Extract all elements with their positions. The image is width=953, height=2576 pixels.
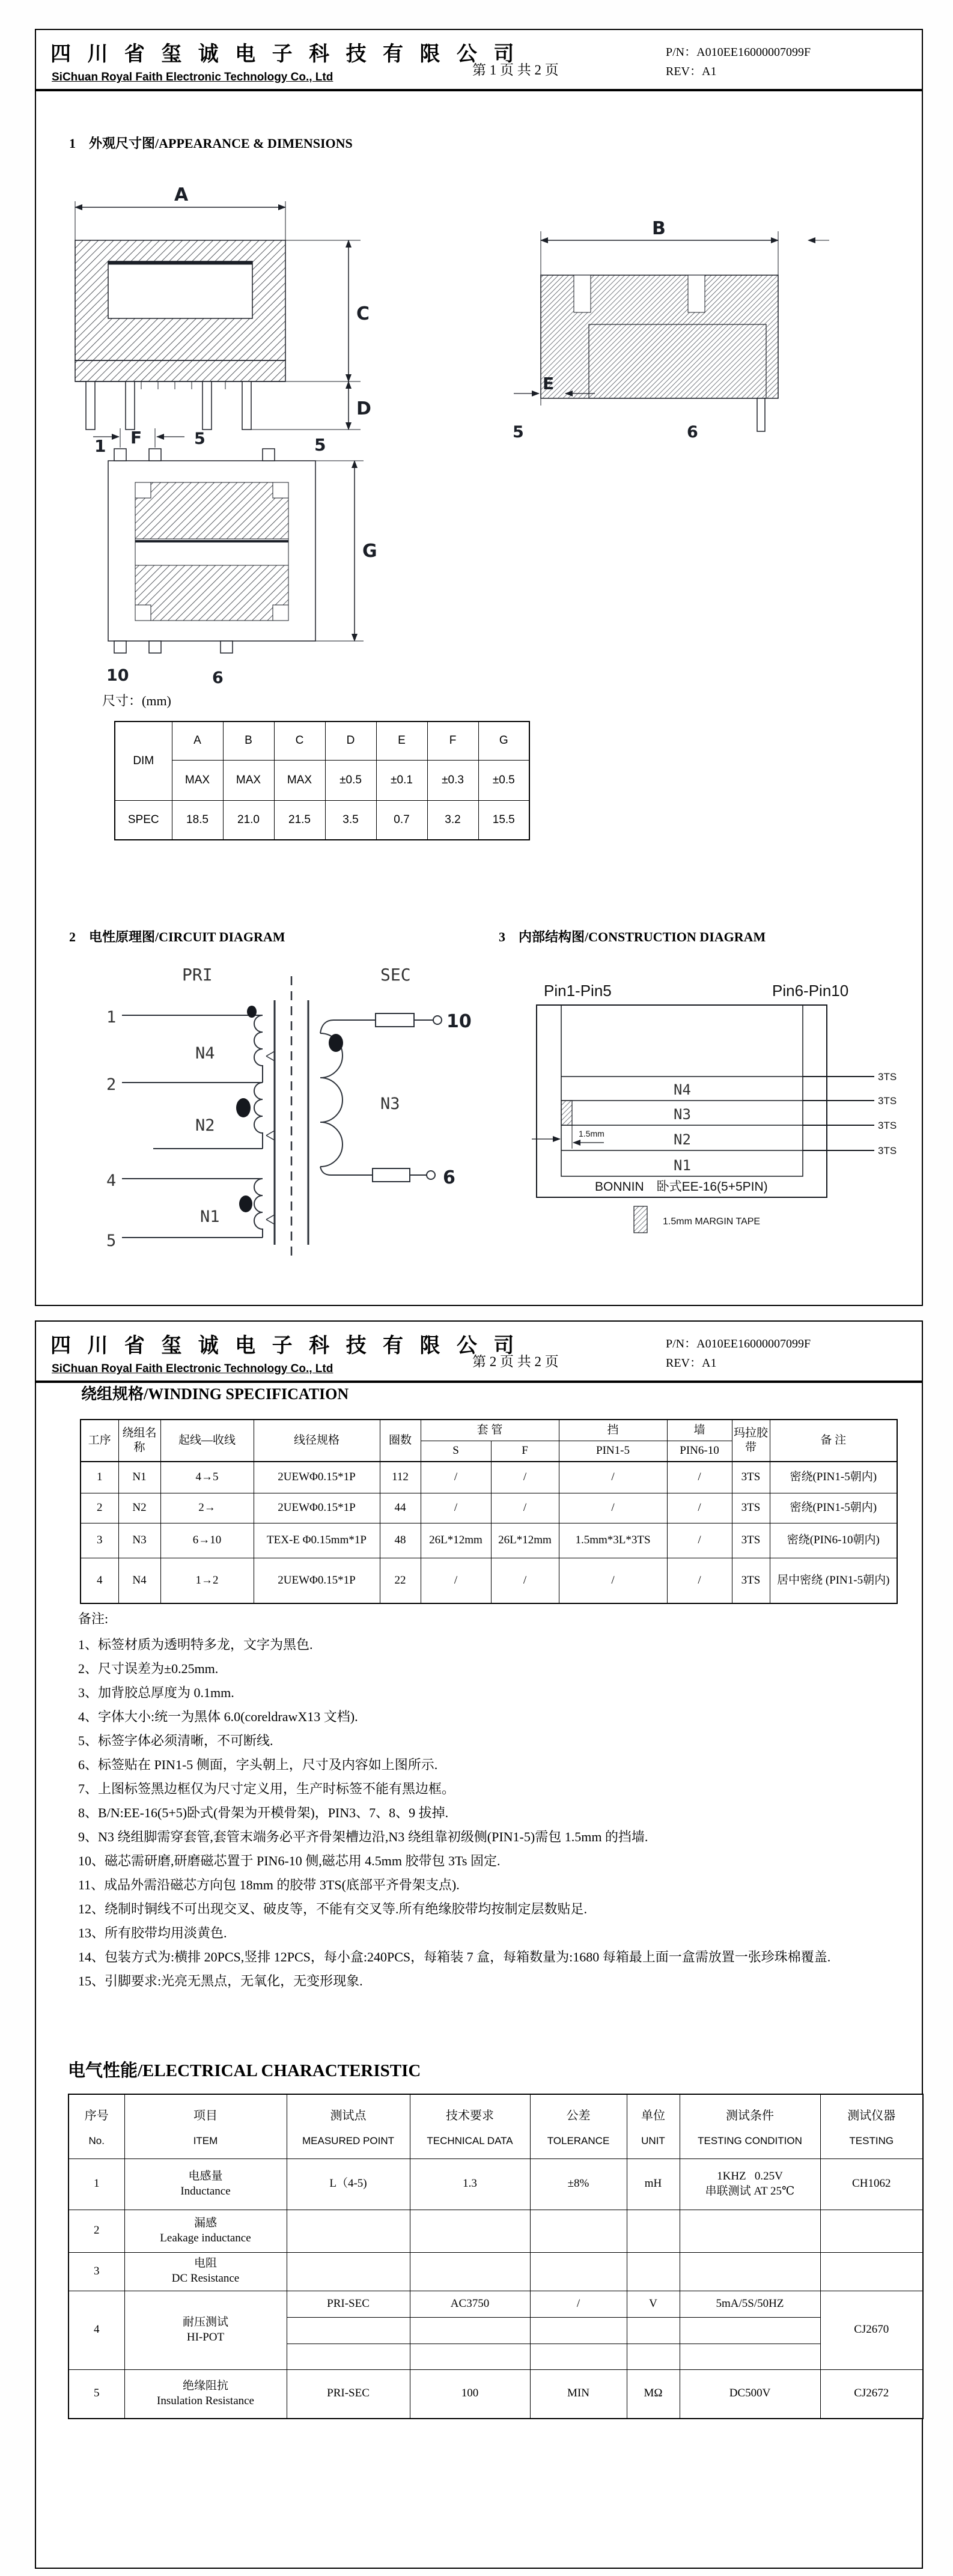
w-r2-pin15: / [559,1493,667,1523]
circuit-diagram [51,955,472,1259]
dimensions-table [114,721,530,840]
wh-s: S [421,1441,491,1462]
note-2: 2、尺寸误差为±0.25mm. [78,1661,219,1676]
empty-cell [680,2210,820,2252]
construction-pin6-10-label: Pin6-Pin10 [772,982,849,1000]
w-r2-remark: 密绕(PIN1-5朝内) [770,1493,897,1523]
eh-cond [680,2094,820,2158]
w-r1-startend: 4→5 [160,1462,254,1493]
e-r5-inst: CJ2672 [820,2369,923,2419]
e-r1-cond1: 1KHZ 0.25V [717,2169,783,2183]
circuit-pin2: 2 [106,1075,117,1094]
dims-tol-d: ±0.5 [325,760,376,800]
circuit-n4: N4 [195,1044,215,1063]
note-12: 12、绕制时铜线不可出现交叉、破皮等，不能有交叉等.所有绝缘胶带均按制定层数贴足. [78,1901,588,1916]
e-r5-tol: MIN [530,2369,627,2419]
wh-block: 挡 [559,1420,667,1441]
layer-n1: N1 [674,1157,691,1174]
page1-header [36,30,922,91]
part-number: P/N：A010EE16000007099F [666,1337,811,1350]
circuit-n3: N3 [380,1095,400,1113]
eh-data [410,2094,530,2158]
empty-cell [627,2344,680,2369]
e-r1-item [124,2158,287,2210]
dims-col-a: A [172,721,223,760]
circuit-pin4: 4 [106,1171,117,1190]
e-r2-no: 2 [69,2210,124,2252]
polarity-dots [236,1006,343,1212]
dims-tol-b: MAX [223,760,274,800]
revision: REV：A1 [666,1356,717,1370]
w-r2-no: 2 [81,1493,118,1523]
construction-lines [532,1005,874,1233]
e-r1-tol: ±8% [530,2158,627,2210]
dim-f-label: F [130,428,142,448]
eh-data-cn: 技术要求 [446,2109,494,2123]
tape-3ts-2: 3TS [878,1095,897,1107]
eh-inst-en: TESTING [849,2135,894,2147]
dims-spec-g: 15.5 [478,800,529,840]
eh-point-cn: 测试点 [330,2109,367,2123]
top-pin5-label: 5 [194,430,206,448]
w-r1-tape: 3TS [732,1462,770,1493]
w-r2-turns: 44 [380,1493,421,1523]
note-8: 8、B/N:EE-16(5+5)卧式(骨架为开模骨架)，PIN3、7、8、9 拔掉. [78,1805,449,1820]
dims-tol-g: ±0.5 [478,760,529,800]
dims-tol-e: ±0.1 [376,760,427,800]
w-r1-name: N1 [118,1462,160,1493]
front-view-body [75,201,361,430]
e-r5-point: PRI-SEC [287,2369,410,2419]
dims-tol-a: MAX [172,760,223,800]
e-r1-item-en: Inductance [180,2184,231,2198]
dim-unit-label: 尺寸：(mm) [102,693,171,708]
dim-a-label: A [174,184,189,205]
e-r4-unit: V [627,2291,680,2317]
part-number: P/N：A010EE16000007099F [666,46,811,59]
front-pin5-label: 5 [314,435,326,455]
construction-pin1-5-label: Pin1-Pin5 [544,982,612,1000]
company-name-cn: 四 川 省 玺 诚 电 子 科 技 有 限 公 司 [50,1334,520,1357]
top-pin6-label: 6 [212,669,224,687]
note-10: 10、磁芯需研磨,研磨磁芯置于 PIN6-10 侧,磁芯用 4.5mm 胶带包 3Ts 固定. [78,1853,501,1868]
e-r4-item [124,2291,287,2369]
eh-point-en: MEASURED POINT [302,2135,395,2147]
e-r5-item-en: Insulation Resistance [157,2394,254,2407]
empty-cell [627,2252,680,2291]
dim-b-label: B [652,218,666,239]
w-r2-startend: 2→ [160,1493,254,1523]
e-r3-no: 3 [69,2252,124,2291]
wh-remark: 备 注 [770,1420,897,1462]
company-name-en: SiChuan Royal Faith Electronic Technology Co., Ltd [52,71,333,84]
dims-spec-f: 3.2 [427,800,478,840]
note-15: 15、引脚要求:光亮无黑点，无氧化，无变形现象. [78,1973,363,1988]
w-r1-s: / [421,1462,491,1493]
e-r2-item [124,2210,287,2252]
construction-diagram [514,979,904,1280]
layer-n3: N3 [674,1106,691,1123]
w-r4-no: 4 [81,1558,118,1603]
eh-tol [530,2094,627,2158]
side-pin6-label: 6 [687,423,698,442]
dims-spec-label: SPEC [115,800,172,840]
empty-cell [530,2252,627,2291]
dim-c-label: C [356,303,370,324]
dims-col-e: E [376,721,427,760]
w-r4-pin610: / [667,1558,732,1603]
eh-no-cn: 序号 [84,2109,109,2123]
wh-f: F [491,1441,559,1462]
empty-cell [680,2344,820,2369]
empty-cell [680,2317,820,2344]
w-r2-tape: 3TS [732,1493,770,1523]
top-view-body [93,428,364,653]
eh-point [287,2094,410,2158]
e-r5-item [124,2369,287,2419]
w-r1-pin15: / [559,1462,667,1493]
wh-pin15: PIN1-5 [559,1441,667,1462]
wh-turns: 圈数 [380,1420,421,1462]
note-7: 7、上图标签黑边框仅为尺寸定义用，生产时标签不能有黑边框。 [78,1781,455,1796]
w-r4-wire: 2UEWΦ0.15*1P [254,1558,380,1603]
w-r1-wire: 2UEWΦ0.15*1P [254,1462,380,1493]
revision: REV：A1 [666,65,717,78]
w-r4-tape: 3TS [732,1558,770,1603]
e-r4-data: AC3750 [410,2291,530,2317]
e-r1-cond2: 串联测试 AT 25℃ [705,2184,795,2198]
dims-spec-b: 21.0 [223,800,274,840]
e-r1-item-cn: 电感量 [188,2169,223,2183]
front-view-drawing [51,180,397,457]
circuit-pin6: 6 [443,1167,455,1188]
e-r5-cond: DC500V [680,2369,820,2419]
eh-item-cn: 项目 [193,2109,218,2123]
dims-spec-c: 21.5 [274,800,325,840]
dim-d-label: D [356,398,371,419]
notes-label: 备注: [78,1611,109,1626]
margin-dim-label: 1.5mm [579,1129,604,1138]
empty-cell [287,2344,410,2369]
e-r1-data: 1.3 [410,2158,530,2210]
circuit-n2: N2 [195,1116,215,1135]
w-r2-f: / [491,1493,559,1523]
dims-spec-d: 3.5 [325,800,376,840]
w-r2-pin610: / [667,1493,732,1523]
e-r4-point: PRI-SEC [287,2291,410,2317]
note-6: 6、标签贴在 PIN1-5 侧面，字头朝上，尺寸及内容如上图所示. [78,1757,438,1772]
empty-cell [627,2210,680,2252]
w-r3-pin15: 1.5mm*3L*3TS [559,1523,667,1558]
w-r4-pin15: / [559,1558,667,1603]
empty-cell [410,2317,530,2344]
empty-cell [287,2210,410,2252]
eh-inst [820,2094,923,2158]
w-r3-tape: 3TS [732,1523,770,1558]
e-r1-cond [680,2158,820,2210]
dim-g-label: G [362,541,377,562]
note-11: 11、成品外需沿磁芯方向包 18mm 的胶带 3TS(底部平齐骨架支点). [78,1877,460,1892]
e-r4-cond: 5mA/5S/50HZ [680,2291,820,2317]
note-1: 1、标签材质为透明特多龙，文字为黑色. [78,1637,313,1652]
section2-title: 2 电性原理图/CIRCUIT DIAGRAM [69,929,285,944]
w-r1-no: 1 [81,1462,118,1493]
note-9: 9、N3 绕组脚需穿套管,套管末端务必平齐骨架槽边沿,N3 绕组靠初级侧(PIN1-5)需包 1.5mm 的挡墙. [78,1829,648,1844]
e-r1-inst: CH1062 [820,2158,923,2210]
dims-col-b: B [223,721,274,760]
w-r1-turns: 112 [380,1462,421,1493]
side-view-body [514,231,829,431]
e-r1-point: L（4-5) [287,2158,410,2210]
empty-cell [410,2210,530,2252]
page1-page-number: 第 1 页 共 2 页 [472,62,559,77]
w-r3-s: 26L*12mm [421,1523,491,1558]
side-view-drawing [508,198,841,451]
dims-col-g: G [478,721,529,760]
w-r3-remark: 密绕(PIN6-10朝内) [770,1523,897,1558]
front-pin1-label: 1 [94,436,106,456]
e-r4-no: 4 [69,2291,124,2369]
wh-winding: 绕组名称 [118,1420,160,1462]
section1-title: 1 外观尺寸图/APPEARANCE & DIMENSIONS [69,136,353,151]
company-name-en: SiChuan Royal Faith Electronic Technology Co., Ltd [52,1362,333,1375]
eh-no-en: No. [88,2135,105,2147]
tape-3ts-4: 3TS [878,1145,897,1156]
e-r4-tol: / [530,2291,627,2317]
company-name-cn: 四 川 省 玺 诚 电 子 科 技 有 限 公 司 [50,43,520,65]
w-r3-pin610: / [667,1523,732,1558]
wh-tube: 套 管 [421,1420,559,1441]
eh-item [124,2094,287,2158]
empty-cell [287,2317,410,2344]
w-r3-wire: TEX-E Φ0.15mm*1P [254,1523,380,1558]
e-r1-no: 1 [69,2158,124,2210]
page-2 [35,1320,923,2569]
winding-spec-table [80,1419,898,1604]
wh-tape: 玛拉胶带 [732,1420,770,1462]
e-r1-unit: mH [627,2158,680,2210]
dims-spec-e: 0.7 [376,800,427,840]
circuit-pin10: 10 [446,1011,472,1032]
eh-item-en: ITEM [193,2135,218,2147]
page-1 [35,29,923,1306]
e-r5-no: 5 [69,2369,124,2419]
sec-label: SEC [380,965,411,985]
eh-no [69,2094,124,2158]
margin-tape-legend: 1.5mm MARGIN TAPE [663,1217,761,1227]
top-pin10-label: 10 [106,666,129,685]
empty-cell [820,2252,923,2291]
circuit-pin5: 5 [106,1232,117,1250]
dims-corner: DIM [115,721,172,800]
notes-list [57,1633,918,1993]
e-r3-item [124,2252,287,2291]
w-r4-f: / [491,1558,559,1603]
note-3: 3、加背胶总厚度为 0.1mm. [78,1685,234,1700]
page2-page-number: 第 2 页 共 2 页 [472,1354,559,1369]
eh-data-en: TECHNICAL DATA [427,2135,513,2147]
dims-col-f: F [427,721,478,760]
e-r5-item-cn: 绝缘阻抗 [182,2380,228,2393]
eh-unit-cn: 单位 [641,2109,665,2123]
e-r4-item-cn: 耐压测试 [182,2315,228,2328]
w-r3-no: 3 [81,1523,118,1558]
w-r4-name: N4 [118,1558,160,1603]
w-r3-turns: 48 [380,1523,421,1558]
w-r4-s: / [421,1558,491,1603]
empty-cell [820,2210,923,2252]
e-r3-item-en: DC Resistance [171,2272,240,2285]
eh-tol-en: TOLERANCE [547,2135,610,2147]
wh-startend: 起线—收线 [160,1420,254,1462]
dim-e-label: E [543,374,555,393]
wh-process: 工序 [81,1420,118,1462]
e-r4-item-en: HI-POT [186,2330,225,2344]
empty-cell [627,2317,680,2344]
dims-col-c: C [274,721,325,760]
tape-3ts-3: 3TS [878,1120,897,1131]
empty-cell [530,2344,627,2369]
e-r5-unit: MΩ [627,2369,680,2419]
top-view-drawing [51,424,397,688]
w-r3-name: N3 [118,1523,160,1558]
eh-inst-cn: 测试仪器 [847,2109,896,2123]
w-r1-pin610: / [667,1462,732,1493]
empty-cell [530,2317,627,2344]
dims-col-d: D [325,721,376,760]
dims-spec-a: 18.5 [172,800,223,840]
w-r4-remark: 居中密绕 (PIN1-5朝内) [770,1558,897,1603]
w-r3-startend: 6→10 [160,1523,254,1558]
layer-n2: N2 [674,1131,691,1148]
e-r3-item-cn: 电阻 [193,2257,217,2270]
dims-tol-c: MAX [274,760,325,800]
note-13: 13、所有胶带均用淡黄色. [78,1925,227,1940]
e-r2-item-en: Leakage inductance [160,2231,251,2244]
eh-tol-cn: 公差 [566,2109,591,2123]
layer-n4: N4 [674,1081,691,1098]
w-r2-wire: 2UEWΦ0.15*1P [254,1493,380,1523]
note-5: 5、标签字体必须清晰，不可断线. [78,1733,273,1748]
eh-cond-en: TESTING CONDITION [698,2135,802,2147]
electrical-title: 电气性能/ELECTRICAL CHARACTERISTIC [68,2061,421,2080]
w-r4-startend: 1→2 [160,1558,254,1603]
empty-cell [680,2252,820,2291]
wh-pin610: PIN6-10 [667,1441,732,1462]
pri-label: PRI [182,965,213,985]
w-r2-name: N2 [118,1493,160,1523]
circuit-pin1: 1 [106,1008,117,1027]
page2-header [36,1322,922,1383]
side-pin5-label: 5 [513,423,524,442]
circuit-lines [122,976,442,1257]
empty-cell [410,2344,530,2369]
wh-wire: 线径规格 [254,1420,380,1462]
e-r2-item-cn: 漏感 [193,2216,217,2229]
wh-wall: 墙 [667,1420,732,1441]
dims-tol-f: ±0.3 [427,760,478,800]
w-r1-f: / [491,1462,559,1493]
note-4: 4、字体大小:统一为黑体 6.0(coreldrawX13 文档). [78,1709,358,1724]
eh-unit [627,2094,680,2158]
empty-cell [530,2210,627,2252]
e-r5-data: 100 [410,2369,530,2419]
tape-3ts-1: 3TS [878,1071,897,1083]
w-r2-s: / [421,1493,491,1523]
electrical-table [68,2094,924,2419]
eh-cond-cn: 测试条件 [726,2109,774,2123]
circuit-n1: N1 [200,1208,220,1226]
eh-unit-en: UNIT [641,2135,665,2147]
empty-cell [287,2252,410,2291]
bobbin-label: BONNIN 卧式EE-16(5+5PIN) [595,1180,768,1194]
section3-title: 3 内部结构图/CONSTRUCTION DIAGRAM [499,929,766,944]
w-r1-remark: 密绕(PIN1-5朝内) [770,1462,897,1493]
w-r3-f: 26L*12mm [491,1523,559,1558]
empty-cell [410,2252,530,2291]
e-r4-inst: CJ2670 [820,2291,923,2369]
w-r4-turns: 22 [380,1558,421,1603]
note-14: 14、包装方式为:横排 20PCS,竖排 12PCS，每小盒:240PCS，每箱装 7 盒，每箱数量为:1680 每箱最上面一盒需放置一张珍珠棉覆盖. [78,1949,831,1964]
winding-spec-title: 绕组规格/WINDING SPECIFICATION [81,1385,349,1403]
